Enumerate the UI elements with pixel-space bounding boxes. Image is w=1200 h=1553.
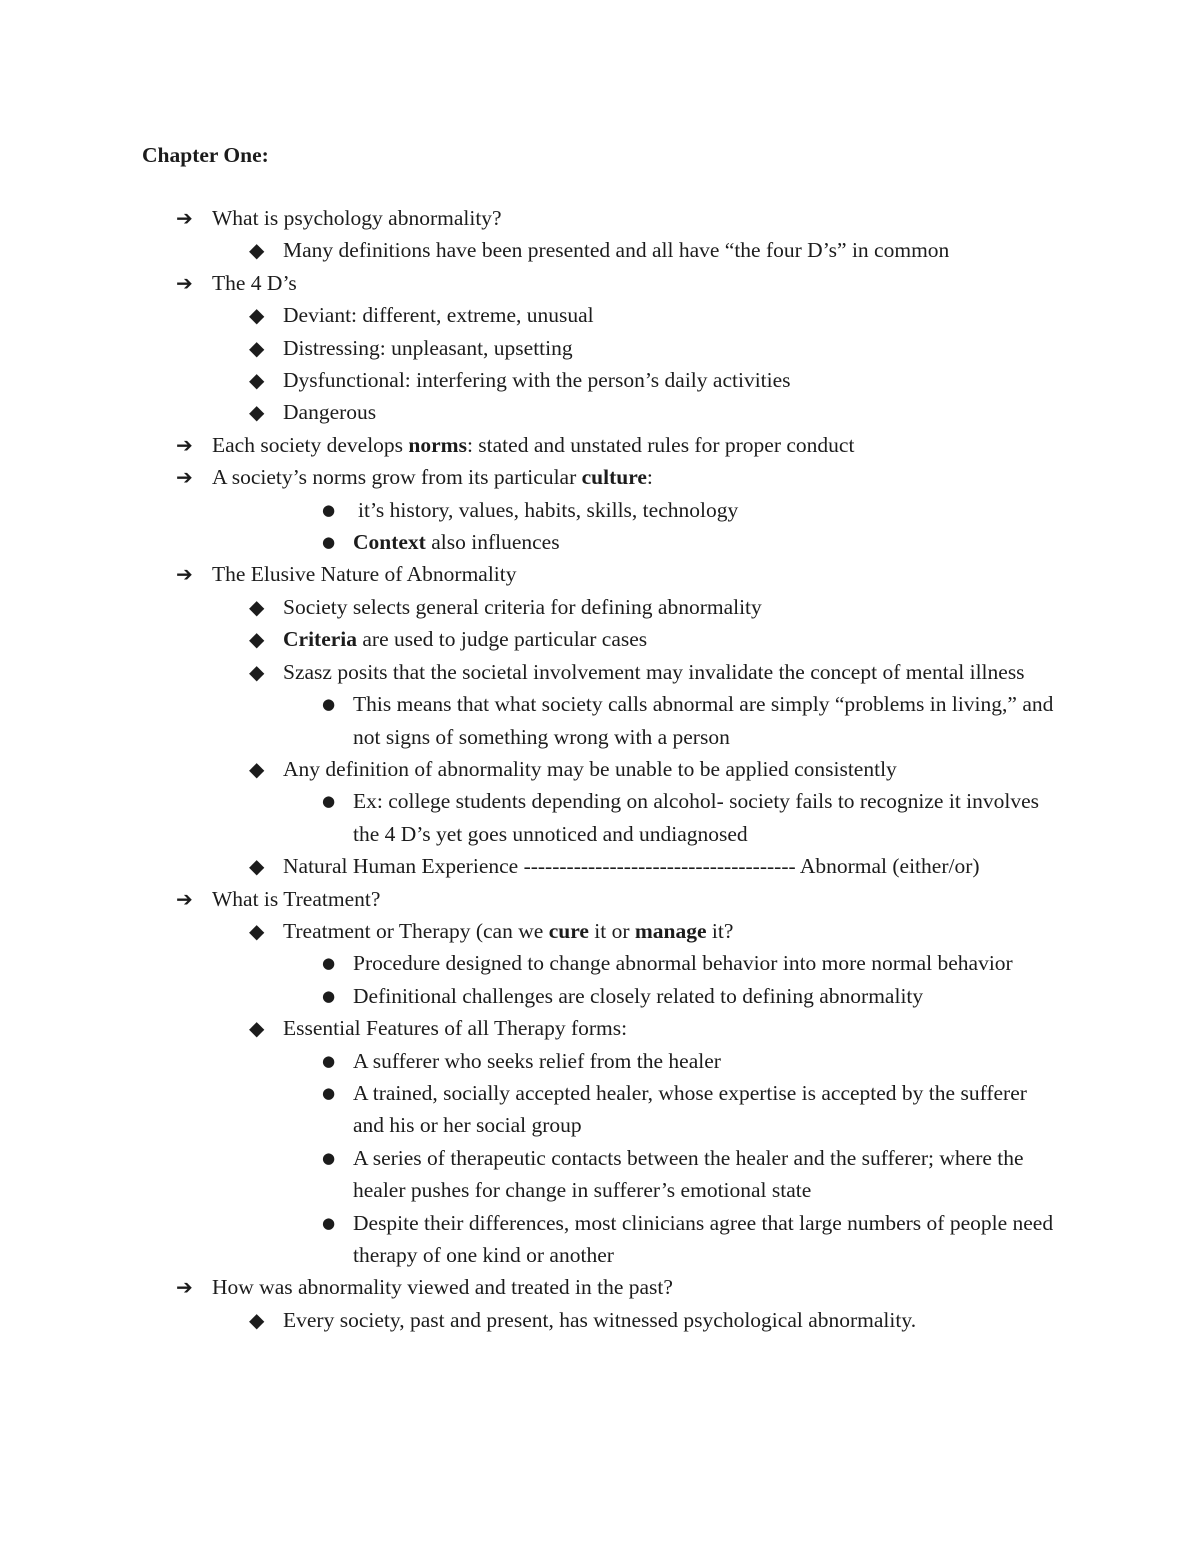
list-item: ● Ex: college students depending on alcohol- society fails to recognize it involves the 4 D’s yet goes unnoticed and undiagnosed: [0, 785, 1200, 850]
list-item: ◆ Treatment or Therapy (can we cure it or manage it?: [0, 915, 1200, 947]
list-item: ➔ The Elusive Nature of Abnormality: [0, 558, 1200, 590]
list-item: ◆ Essential Features of all Therapy forms:: [0, 1012, 1200, 1044]
list-item: ● This means that what society calls abnormal are simply “problems in living,” and not signs of something wrong with a person: [0, 688, 1200, 753]
arrow-bullet-icon: ➔: [176, 206, 193, 230]
diamond-bullet-icon: ◆: [249, 303, 265, 328]
list-item: ◆ Distressing: unpleasant, upsetting: [0, 332, 1200, 364]
arrow-bullet-icon: ➔: [176, 886, 193, 911]
diamond-bullet-icon: ◆: [249, 659, 265, 684]
dot-bullet-icon: ●: [322, 1083, 336, 1102]
list-item: ➔ How was abnormality viewed and treated in the past?: [0, 1271, 1200, 1303]
list-item: ◆ Any definition of abnormality may be unable to be applied consistently: [0, 753, 1200, 785]
list-item: ● A series of therapeutic contacts between the healer and the sufferer; where the healer pushes for change in sufferer’s emotional state: [0, 1142, 1200, 1207]
list-item: ➔ What is Treatment?: [0, 883, 1200, 915]
diamond-bullet-icon: ◆: [249, 756, 265, 781]
list-item: ● Despite their differences, most clinicians agree that large numbers of people need therapy of one kind or another: [0, 1207, 1200, 1272]
bold-term: norms: [408, 432, 467, 457]
dot-bullet-icon: ●: [322, 1051, 336, 1070]
list-item: ◆ Every society, past and present, has witnessed psychological abnormality.: [0, 1304, 1200, 1336]
bold-term: Criteria: [283, 627, 358, 652]
diamond-bullet-icon: ◆: [249, 1307, 265, 1332]
diamond-bullet-icon: ◆: [249, 368, 265, 393]
list-item: ◆ Dysfunctional: interfering with the person’s daily activities: [0, 364, 1200, 396]
list-item: ➔ What is psychology abnormality?: [0, 202, 1200, 234]
list-item: ➔ The 4 D’s: [0, 267, 1200, 299]
list-item: ◆ Many definitions have been presented and all have “the four D’s” in common: [0, 234, 1200, 266]
dot-bullet-icon: ●: [322, 695, 336, 714]
arrow-bullet-icon: ➔: [176, 432, 193, 457]
list-item: ◆ Deviant: different, extreme, unusual: [0, 299, 1200, 331]
arrow-bullet-icon: ➔: [176, 270, 193, 295]
list-item: ● Context also influences: [0, 526, 1200, 558]
outline-list: [0, 202, 1200, 1336]
page-title: Chapter One:: [142, 143, 269, 167]
list-item: ◆ Criteria are used to judge particular cases: [0, 623, 1200, 655]
dot-bullet-icon: ●: [322, 954, 336, 973]
diamond-bullet-icon: ◆: [249, 238, 265, 263]
list-item: ● A sufferer who seeks relief from the healer: [0, 1045, 1200, 1077]
diamond-bullet-icon: ◆: [249, 594, 265, 619]
bold-term: Context: [353, 530, 426, 555]
list-item: ● it’s history, values, habits, skills, technology: [0, 494, 1200, 526]
list-item: ◆ Society selects general criteria for defining abnormality: [0, 591, 1200, 623]
dot-bullet-icon: ●: [322, 792, 336, 811]
dot-bullet-icon: ●: [322, 500, 336, 519]
diamond-bullet-icon: ◆: [249, 1016, 265, 1041]
dot-bullet-icon: ●: [322, 533, 336, 552]
bold-term: cure: [548, 918, 589, 943]
dot-bullet-icon: ●: [322, 1148, 336, 1167]
diamond-bullet-icon: ◆: [249, 335, 265, 360]
dot-bullet-icon: ●: [322, 1213, 336, 1232]
diamond-bullet-icon: ◆: [249, 918, 265, 943]
arrow-bullet-icon: ➔: [176, 1275, 193, 1300]
list-item: ● A trained, socially accepted healer, whose expertise is accepted by the sufferer and his or her social group: [0, 1077, 1200, 1142]
dot-bullet-icon: ●: [322, 986, 336, 1005]
bold-term: manage: [634, 918, 707, 943]
diamond-bullet-icon: ◆: [249, 400, 265, 425]
list-item: ◆ Szasz posits that the societal involvement may invalidate the concept of mental illness: [0, 656, 1200, 688]
list-item: ● Procedure designed to change abnormal behavior into more normal behavior: [0, 947, 1200, 979]
list-item: ◆ Dangerous: [0, 396, 1200, 428]
list-item: ◆ Natural Human Experience -------------------------------------- Abnormal (either/or): [0, 850, 1200, 882]
list-item: ● Definitional challenges are closely related to defining abnormality: [0, 980, 1200, 1012]
arrow-bullet-icon: ➔: [176, 465, 193, 490]
bold-term: culture: [581, 465, 647, 490]
diamond-bullet-icon: ◆: [249, 627, 265, 652]
arrow-bullet-icon: ➔: [176, 562, 193, 587]
list-item: ➔ Each society develops norms: stated and unstated rules for proper conduct: [0, 429, 1200, 461]
list-item: ➔ A society’s norms grow from its particular culture:: [0, 461, 1200, 493]
diamond-bullet-icon: ◆: [249, 854, 265, 879]
